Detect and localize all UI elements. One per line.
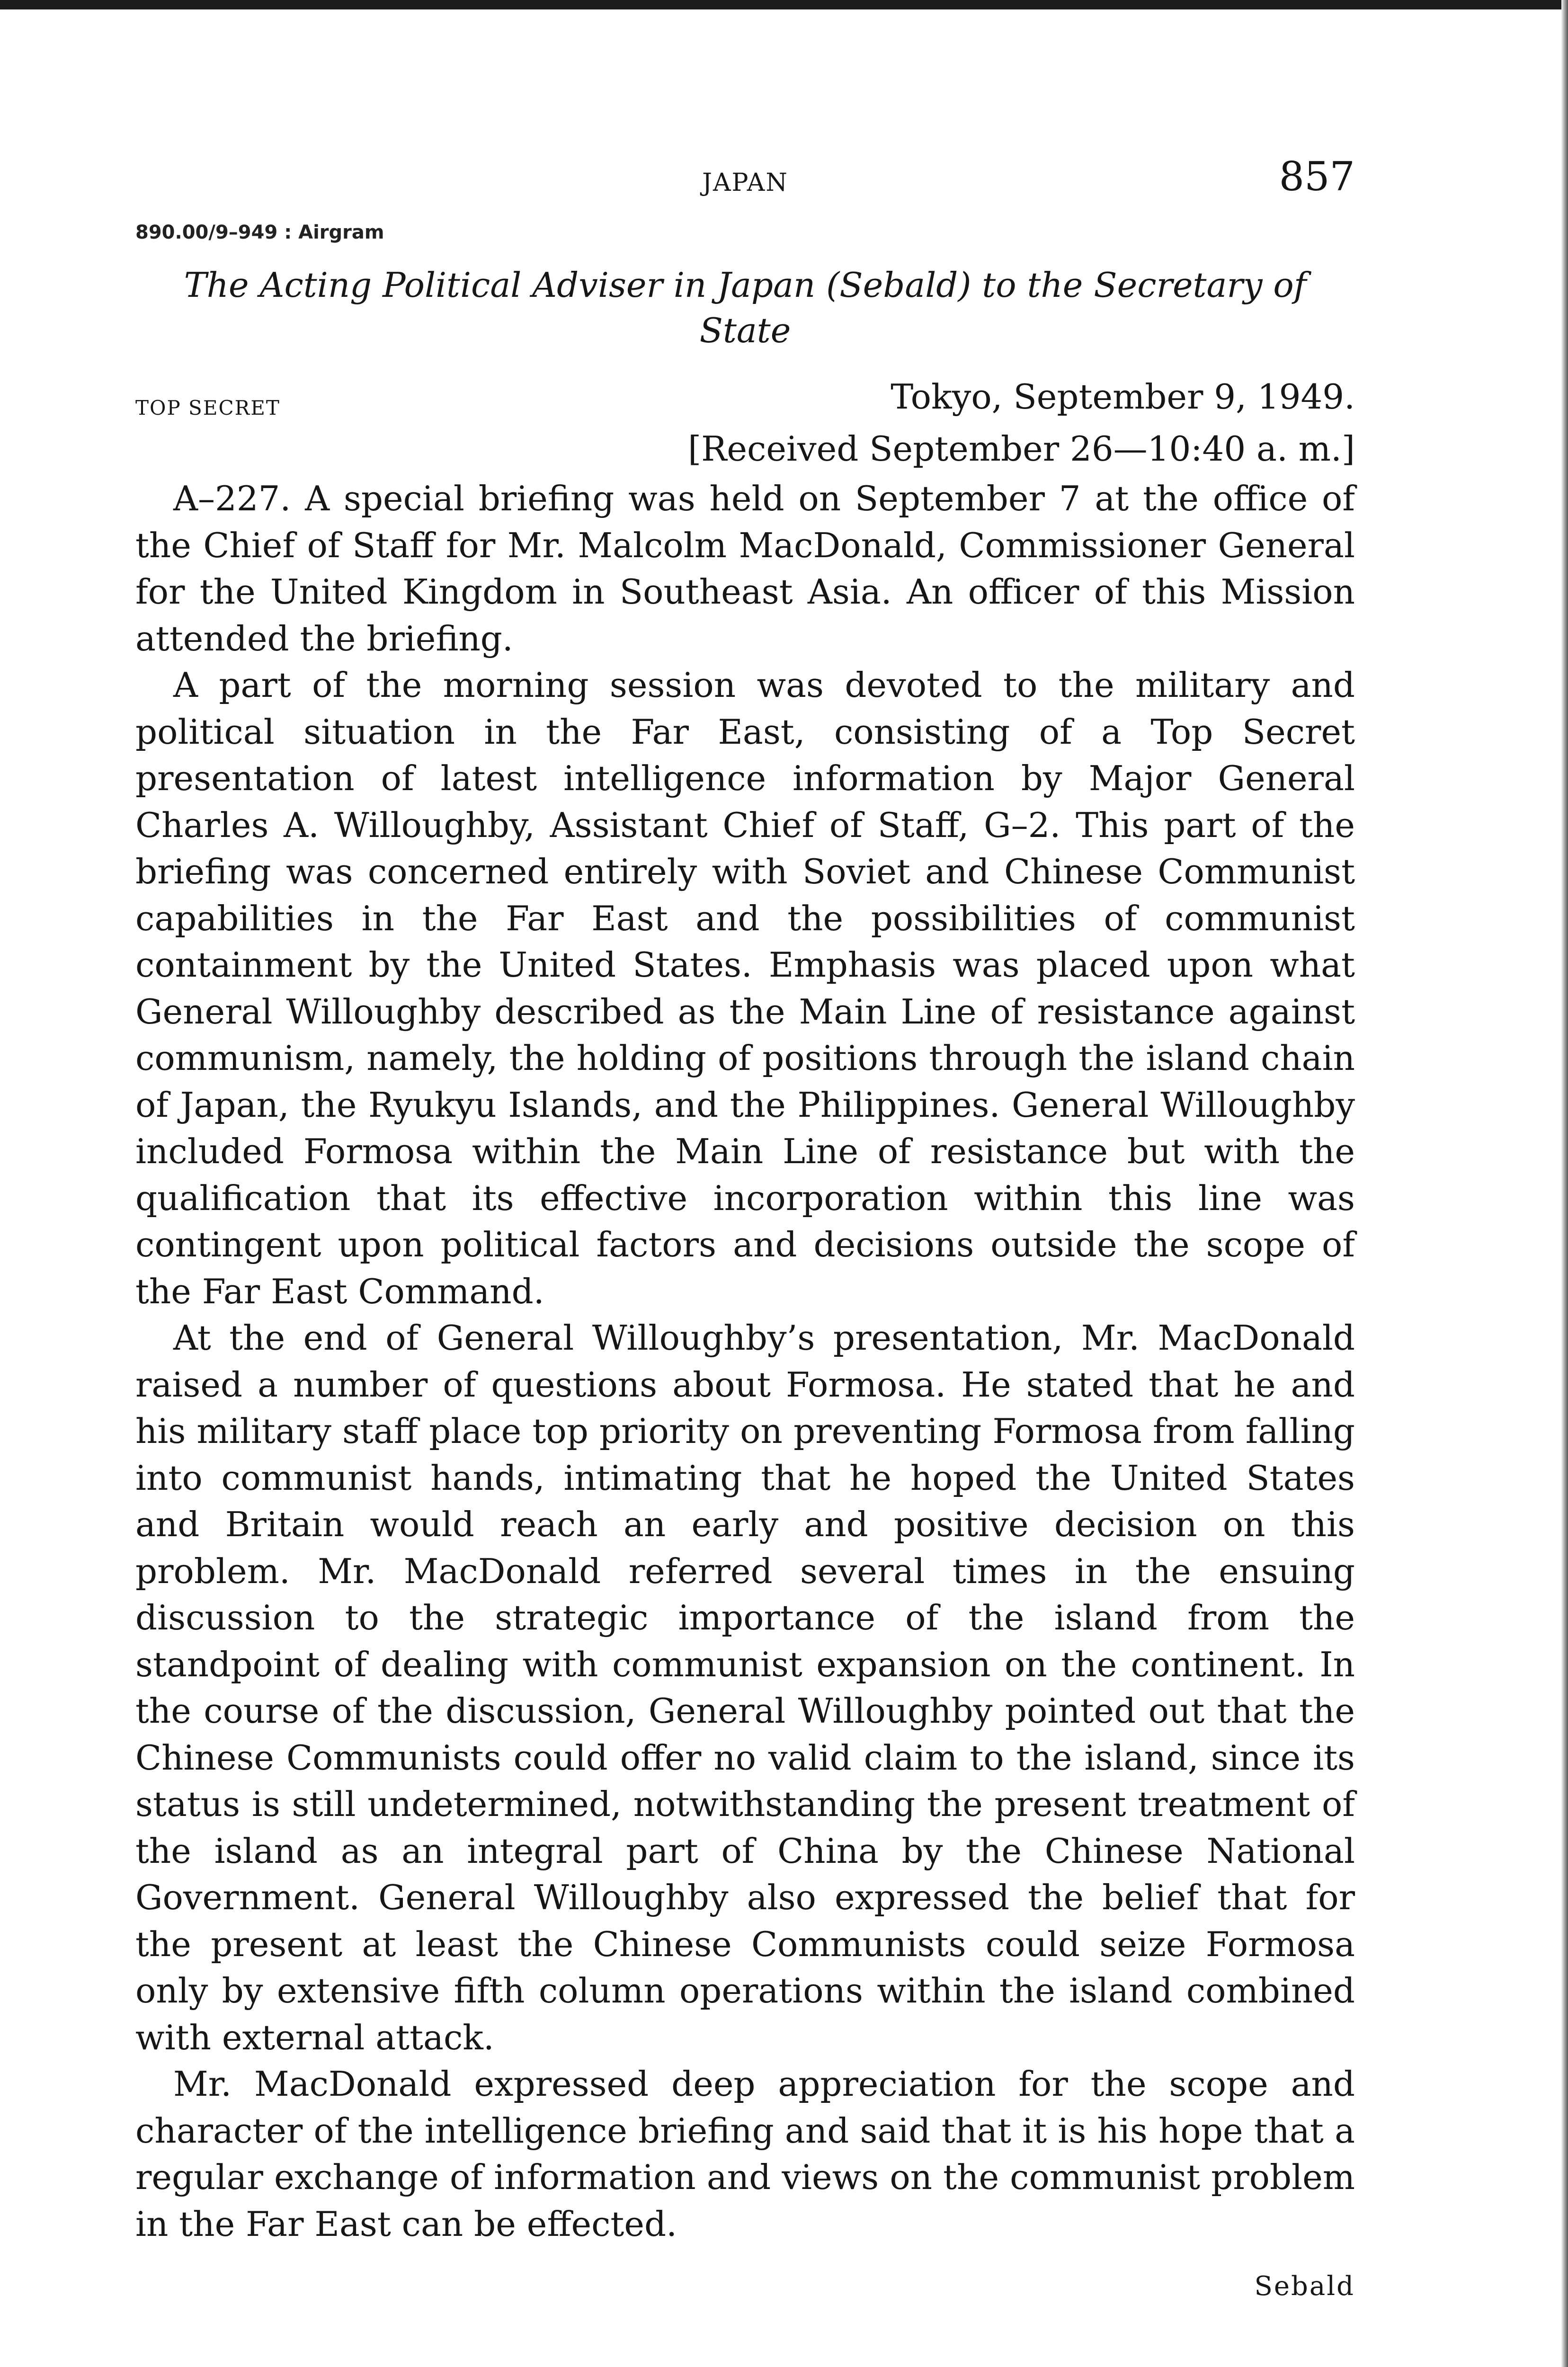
- paragraph: A part of the morning session was devoted to the military and political situation in the Far East, consisting of a Top Secret presentation of latest intelligence information by Major General Charles A. Willoughby, Assistant Chief of Staff, G–2. This part of the briefing was concerned entirely with Soviet and Chinese Communist capabilities in the Far East and the possibilities of communist containment by the United States. Emphasis was placed upon what General Willoughby described as the Main Line of resistance against communism, namely, the holding of positions through the island chain of Japan, the Ryukyu Islands, and the Philippines. General Willoughby included Formosa within the Main Line of resistance but with the qualification that its effective incorporation within this line was contingent upon political factors and decisions outside the scope of the Far East Command.: [135, 665, 1355, 1311]
- document-page: [135, 142, 1355, 2302]
- running-header: [135, 142, 1355, 204]
- classification-dateline-row: [135, 377, 1355, 426]
- scan-right-edge: [1561, 0, 1568, 2367]
- classification-label: TOP SECRET: [135, 396, 280, 419]
- signature: Sebald: [1254, 2271, 1355, 2302]
- page-number: 857: [1279, 153, 1355, 200]
- scan-top-edge: [0, 0, 1568, 9]
- paragraph: A–227. A special briefing was held on September 7 at the office of the Chief of Staff for Mr. Malcolm MacDonald, Commissioner General for the United Kingdom in Southeast Asia. An officer of this Mission attended the briefing.: [135, 479, 1355, 658]
- paragraph: Mr. MacDonald expressed deep appreciation for the scope and character of the intelligence briefing and said that it is his hope that a regular exchange of information and views on the communist problem in the Far East can be effected.: [135, 2064, 1355, 2244]
- dateline: Tokyo, September 9, 1949.: [891, 377, 1355, 417]
- received-stamp: [Received September 26—10:40 a. m.]: [688, 429, 1355, 469]
- body-text: [135, 475, 1355, 2247]
- document-title: The Acting Political Adviser in Japan (Sebald) to the Secretary of State: [184, 265, 1307, 350]
- running-title: JAPAN: [702, 169, 788, 197]
- paragraph: At the end of General Willoughby’s presentation, Mr. MacDonald raised a number of questions about Formosa. He stated that he and his military staff place top priority on preventing Formosa from falling into communist hands, intimating that he hoped the United States and Britain would reach an early and positive decision on this problem. Mr. MacDonald referred several times in the ensuing discussion to the strategic importance of the island from the standpoint of dealing with communist expansion on the continent. In the course of the discussion, General Willoughby pointed out that the Chinese Communists could offer no valid claim to the island, since its status is still undetermined, notwithstanding the present treatment of the island as an integral part of China by the Chinese National Government. General Willoughby also expressed the belief that for the present at least the Chinese Communists could seize Formosa only by extensive fifth column operations within the island combined with external attack.: [135, 1318, 1355, 2057]
- file-number: 890.00/9–949 : Airgram: [135, 222, 384, 243]
